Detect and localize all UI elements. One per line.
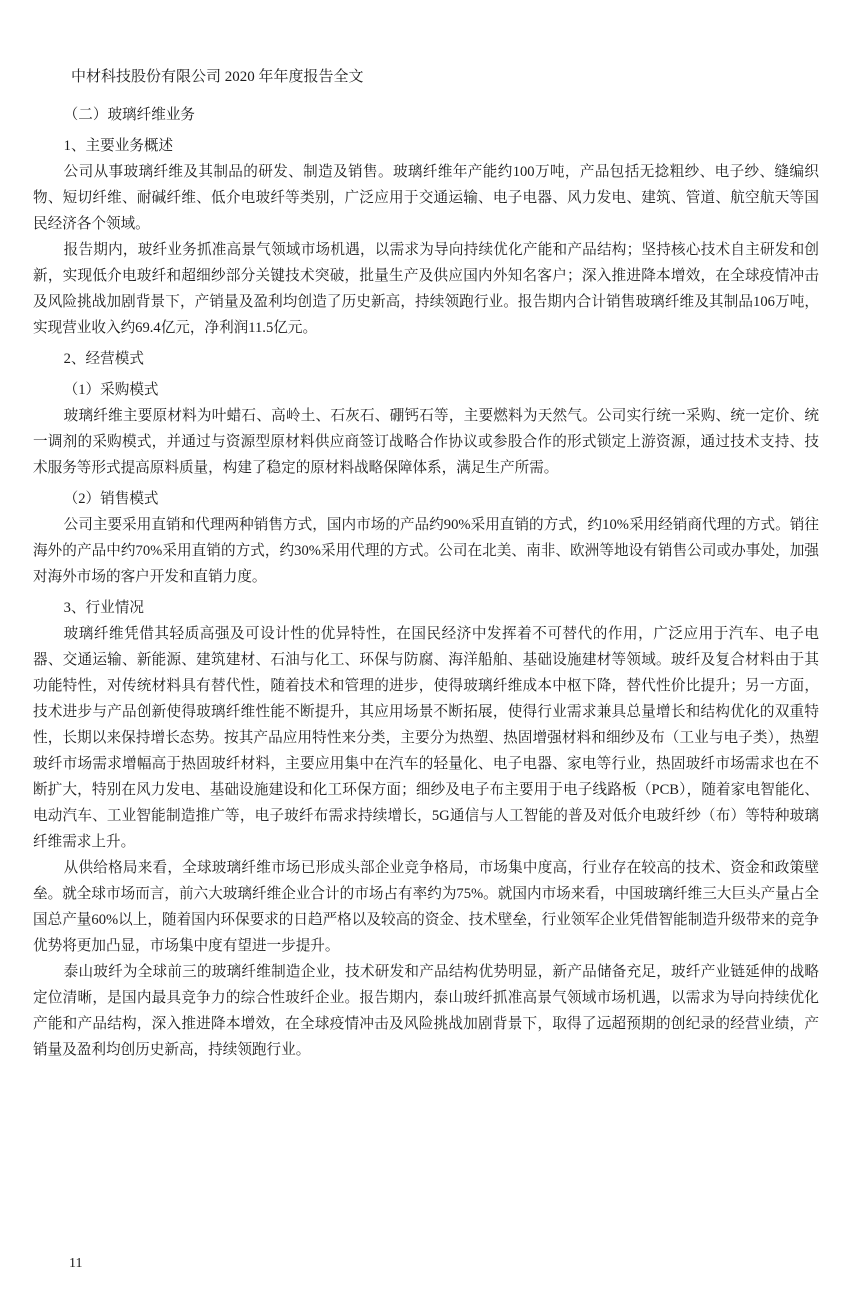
heading-industry-overview: 3、行业情况 [63,600,144,616]
paragraph-taishan-fiberglass: 泰山玻纤为全球前三的玻璃纤维制造企业，技术研发和产品结构优势明显，新产品储备充足，玻纤产业链延伸的战略定位清晰，是国内最具竞争力的综合性玻纤企业。报告期内，泰山玻纤抓准高景气领域市场机遇，以需求为导向持续优化产能和产品结构，深入推进降本增效，在全球疫情冲击及风险挑战加剧背景下，取得了远超预期的创纪录的经营业绩，产销量及盈利均创历史新高，持续领跑行业。 [33,964,819,1058]
heading-sales-model: （2）销售模式 [63,491,159,507]
heading-main-business-overview: 1、主要业务概述 [63,138,174,154]
heading-operating-model: 2、经营模式 [63,351,144,367]
paragraph-report-period-results: 报告期内，玻纤业务抓准高景气领域市场机遇，以需求为导向持续优化产能和产品结构；坚持核心技术自主研发和创新，实现低介电玻纤和超细纱部分关键技术突破，批量生产及供应国内外知名客户；深入推进降本增效，在全球疫情冲击及风险挑战加剧背景下，产销量及盈利均创造了历史新高，持续领跑行业。报告期内合计销售玻璃纤维及其制品106万吨，实现营业收入约69.4亿元，净利润11.5亿元。 [33,242,819,336]
heading-glass-fiber-business: （二）玻璃纤维业务 [63,107,196,123]
paragraph-procurement-model: 玻璃纤维主要原材料为叶蜡石、高岭土、石灰石、硼钙石等，主要燃料为天然气。公司实行统一采购、统一定价、统一调剂的采购模式，并通过与资源型原材料供应商签订战略合作协议或参股合作的形式锁定上游资源，通过技术支持、技术服务等形式提高原料质量，构建了稳定的原材料战略保障体系，满足生产所需。 [33,408,819,476]
paragraph-industry-supply: 从供给格局来看，全球玻璃纤维市场已形成头部企业竞争格局，市场集中度高，行业存在较高的技术、资金和政策壁垒。就全球市场而言，前六大玻璃纤维企业合计的市场占有率约为75%。就国内市场来看，中国玻璃纤维三大巨头产量占全国总产量60%以上，随着国内环保要求的日趋严格以及较高的资金、技术壁垒，行业领军企业凭借智能制造升级带来的竞争优势将更加凸显，市场集中度有望进一步提升。 [33,860,819,954]
heading-procurement-model: （1）采购模式 [63,382,159,398]
paragraph-industry-demand: 玻璃纤维凭借其轻质高强及可设计性的优异特性，在国民经济中发挥着不可替代的作用，广泛应用于汽车、电子电器、交通运输、新能源、建筑建材、石油与化工、环保与防腐、海洋船舶、基础设施建材等领域。玻纤及复合材料由于其功能特性，对传统材料具有替代性，随着技术和管理的进步，使得玻璃纤维成本中枢下降，替代性价比提升；另一方面，技术进步与产品创新使得玻璃纤维性能不断提升，其应用场景不断拓展，使得行业需求兼具总量增长和结构优化的双重特性，长期以来保持增长态势。按其产品应用特性来分类，主要分为热塑、热固增强材料和细纱及布（工业与电子类），热塑玻纤市场需求增幅高于热固玻纤材料，主要应用集中在汽车的轻量化、电子电器、家电等行业，热固玻纤市场需求也在不断扩大，特别在风力发电、基础设施建设和化工环保方面；细纱及电子布主要用于电子线路板（PCB），随着家电智能化、电动汽车、工业智能制造推广等，电子玻纤布需求持续增长，5G通信与人工智能的普及对低介电玻纤纱（布）等特种玻璃纤维需求上升。 [33,626,819,850]
page-content [33,64,819,1063]
paragraph-sales-model: 公司主要采用直销和代理两种销售方式，国内市场的产品约90%采用直销的方式，约10%采用经销商代理的方式。销往海外的产品中约70%采用直销的方式，约30%采用代理的方式。公司在北美、南非、欧洲等地设有销售公司或办事处，加强对海外市场的客户开发和直销力度。 [33,517,819,585]
document-header: 中材科技股份有限公司 2020 年年度报告全文 [71,69,364,85]
paragraph-business-overview: 公司从事玻璃纤维及其制品的研发、制造及销售。玻璃纤维年产能约100万吨，产品包括无捻粗纱、电子纱、缝编织物、短切纤维、耐碱纤维、低介电玻纤等类别，广泛应用于交通运输、电子电器、风力发电、建筑、管道、航空航天等国民经济各个领域。 [33,164,819,232]
page-number: 11 [69,1256,83,1271]
